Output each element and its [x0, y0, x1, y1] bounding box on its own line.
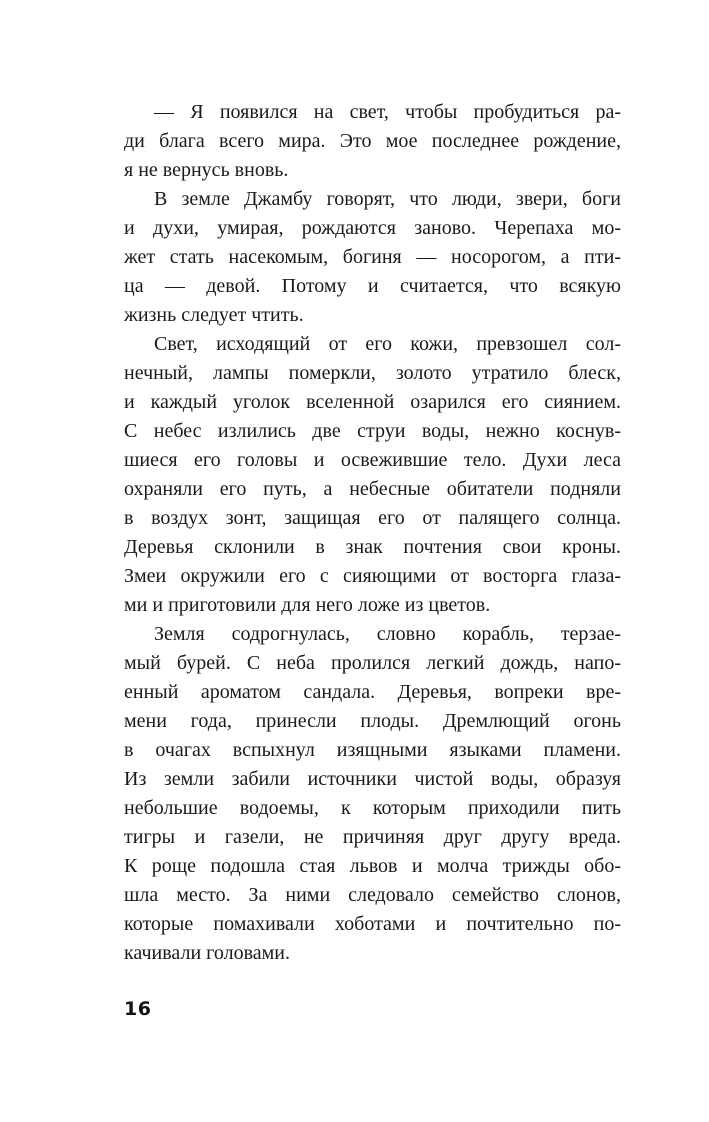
text-line: качивали головами.: [124, 942, 291, 964]
text-line: и духи, умирая, рождаются заново. Черепаха мо-: [124, 217, 621, 239]
page-number: 16: [124, 998, 152, 1020]
text-line: мый бурей. С неба пролился легкий дождь, напо-: [124, 652, 621, 674]
text-line: К роще подошла стая львов и молча трижды обо-: [124, 855, 621, 877]
text-line: С небес излились две струи воды, нежно коснув-: [124, 420, 621, 442]
text-line: Деревья склонили в знак почтения свои кроны.: [124, 536, 621, 558]
text-line: жет стать насекомым, богиня — носорогом, а пти-: [124, 246, 621, 268]
text-line: Земля содрогнулась, словно корабль, терзае-: [154, 623, 621, 645]
text-line: жизнь следует чтить.: [124, 304, 304, 326]
text-line: Змеи окружили его с сияющими от восторга глаза-: [124, 565, 621, 587]
text-line: енный ароматом сандала. Деревья, вопреки вре-: [124, 681, 621, 703]
text-line: которые помахивали хоботами и почтительно по-: [124, 913, 621, 935]
text-line: шла место. За ними следовало семейство слонов,: [124, 884, 621, 906]
text-line: в воздух зонт, защищая его от палящего солнца.: [124, 507, 621, 529]
text-line: ми и приготовили для него ложе из цветов.: [124, 594, 491, 616]
text-line: В земле Джамбу говорят, что люди, звери, боги: [154, 188, 621, 210]
text-line: в очагах вспыхнул изящными языками пламени.: [124, 739, 621, 761]
text-line: ца — девой. Потому и считается, что всякую: [124, 275, 621, 297]
text-line: нечный, лампы померкли, золото утратило блеск,: [124, 362, 621, 384]
text-line: Из земли забили источники чистой воды, образуя: [124, 768, 621, 790]
text-line: небольшие водоемы, к которым приходили пить: [124, 797, 621, 819]
text-line: и каждый уголок вселенной озарился его сиянием.: [124, 391, 621, 413]
text-line: тигры и газели, не причиняя друг другу вреда.: [124, 826, 621, 848]
text-line: шиеся его головы и освежившие тело. Духи леса: [124, 449, 621, 471]
text-line: ди блага всего мира. Это мое последнее рождение,: [124, 130, 621, 152]
text-line: — Я появился на свет, чтобы пробудиться ра-: [154, 101, 621, 123]
text-line: я не вернусь вновь.: [124, 159, 289, 181]
text-line: Свет, исходящий от его кожи, превзошел сол-: [154, 333, 621, 355]
text-line: охраняли его путь, а небесные обитатели подняли: [124, 478, 621, 500]
body-text: [124, 98, 621, 968]
text-line: мени года, принесли плоды. Дремлющий огонь: [124, 710, 621, 732]
